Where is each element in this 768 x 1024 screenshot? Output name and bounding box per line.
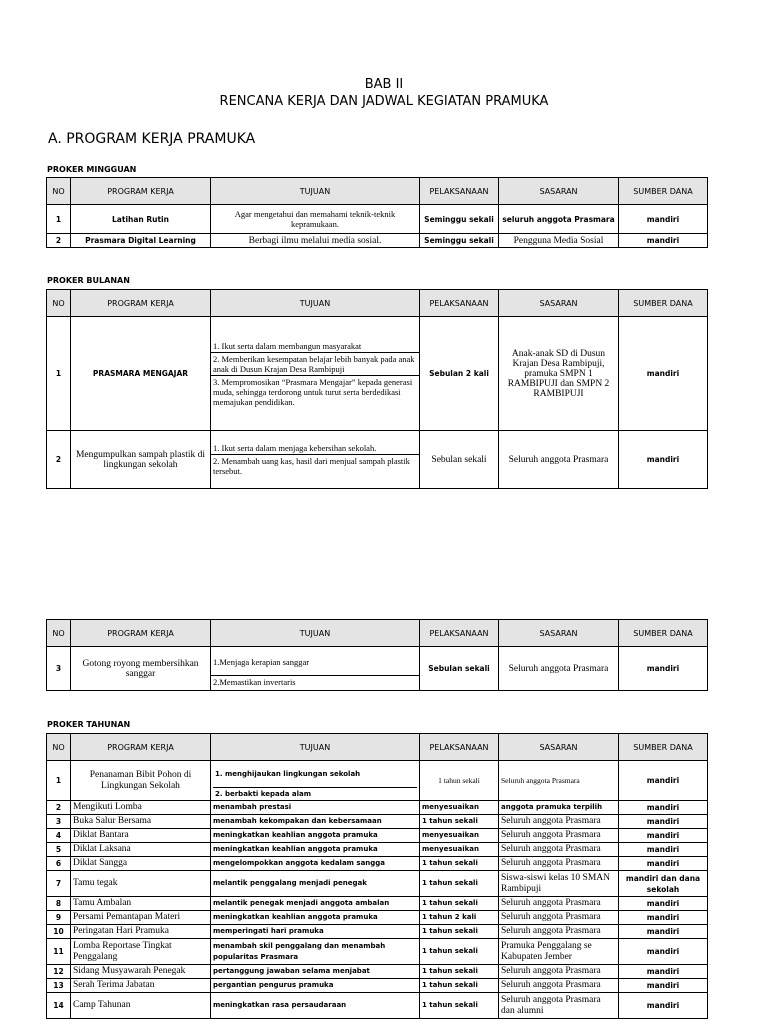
row-dana: mandiri bbox=[619, 829, 708, 843]
row-no: 7 bbox=[47, 871, 71, 897]
row-dana: mandiri dan dana sekolah bbox=[619, 871, 708, 897]
row-program: Prasmara Digital Learning bbox=[71, 234, 211, 248]
row-dana: mandiri bbox=[619, 925, 708, 939]
row-program: Penanaman Bibit Pohon di Lingkungan Sekolah bbox=[71, 761, 211, 801]
row-dana: mandiri bbox=[619, 979, 708, 993]
tujuan-item: 2. Menambah uang kas, hasil dari menjual sampah plastik tersebut. bbox=[213, 456, 410, 476]
col-program: PROGRAM KERJA bbox=[71, 734, 211, 761]
col-sasaran: SASARAN bbox=[499, 290, 619, 317]
row-tujuan: menambah skil penggalang dan menambah popularitas Prasmara bbox=[211, 939, 420, 965]
col-pelaksanaan: PELAKSANAAN bbox=[420, 290, 499, 317]
tujuan-item: 1.Menjaga kerapian sanggar bbox=[211, 649, 419, 676]
row-pelaksanaan: Sebulan sekali bbox=[420, 431, 499, 489]
col-no: NO bbox=[47, 178, 71, 205]
row-sasaran: Seluruh anggota Prasmara bbox=[499, 925, 619, 939]
row-tujuan: menambah kekompakan dan kebersamaan bbox=[211, 815, 420, 829]
table-row bbox=[47, 911, 708, 925]
col-sasaran: SASARAN bbox=[499, 734, 619, 761]
table-row bbox=[47, 939, 708, 965]
row-tujuan: Berbagi ilmu melalui media sosial. bbox=[211, 234, 420, 248]
row-pelaksanaan: Sebulan 2 kali bbox=[420, 317, 499, 431]
row-tujuan: meningkatkan keahlian anggota pramuka bbox=[211, 829, 420, 843]
row-pelaksanaan: 1 tahun sekali bbox=[420, 979, 499, 993]
table-row bbox=[47, 857, 708, 871]
row-no: 8 bbox=[47, 897, 71, 911]
row-pelaksanaan: 1 tahun sekali bbox=[420, 897, 499, 911]
table-header-row bbox=[47, 620, 708, 647]
document-title: RENCANA KERJA DAN JADWAL KEGIATAN PRAMUKA bbox=[219, 94, 549, 109]
row-pelaksanaan: 1 tahun sekali bbox=[420, 815, 499, 829]
monthly-table bbox=[46, 289, 708, 489]
row-program: Persami Pemantapan Materi bbox=[71, 911, 211, 925]
table-row bbox=[47, 815, 708, 829]
row-tujuan-list bbox=[211, 431, 420, 489]
row-tujuan: melantik penggalang menjadi penegak bbox=[211, 871, 420, 897]
row-no: 3 bbox=[47, 815, 71, 829]
row-no: 10 bbox=[47, 925, 71, 939]
col-tujuan: TUJUAN bbox=[211, 178, 420, 205]
row-no: 9 bbox=[47, 911, 71, 925]
row-no: 12 bbox=[47, 965, 71, 979]
table-row bbox=[47, 843, 708, 857]
col-program: PROGRAM KERJA bbox=[71, 620, 211, 647]
row-no: 2 bbox=[47, 801, 71, 815]
row-sasaran: Seluruh anggota Prasmara bbox=[499, 815, 619, 829]
table-row bbox=[47, 925, 708, 939]
table-row bbox=[47, 205, 708, 234]
table-row bbox=[47, 965, 708, 979]
col-pelaksanaan: PELAKSANAAN bbox=[420, 178, 499, 205]
row-sasaran: seluruh anggota Prasmara bbox=[499, 205, 619, 234]
col-tujuan: TUJUAN bbox=[211, 290, 420, 317]
row-tujuan: meningkatkan keahlian anggota pramuka bbox=[211, 911, 420, 925]
weekly-table bbox=[46, 177, 708, 248]
table-row bbox=[47, 761, 708, 801]
chapter-heading: BAB II bbox=[364, 77, 404, 92]
monthly-label: PROKER BULANAN bbox=[47, 276, 130, 285]
row-dana: mandiri bbox=[619, 815, 708, 829]
row-dana: mandiri bbox=[619, 205, 708, 234]
table-header-row bbox=[47, 178, 708, 205]
row-dana: mandiri bbox=[619, 647, 708, 691]
row-no: 11 bbox=[47, 939, 71, 965]
row-tujuan-list bbox=[211, 761, 420, 801]
weekly-label: PROKER MINGGUAN bbox=[47, 165, 137, 174]
row-no: 13 bbox=[47, 979, 71, 993]
row-pelaksanaan: 1 tahun sekali bbox=[420, 993, 499, 1019]
row-no: 3 bbox=[47, 647, 71, 691]
row-sasaran: Pengguna Media Sosial bbox=[499, 234, 619, 248]
monthly-table-continued bbox=[46, 619, 708, 691]
row-dana: mandiri bbox=[619, 801, 708, 815]
row-program: Lomba Reportase Tingkat Penggalang bbox=[71, 939, 211, 965]
table-row bbox=[47, 871, 708, 897]
row-dana: mandiri bbox=[619, 234, 708, 248]
row-dana: mandiri bbox=[619, 761, 708, 801]
tujuan-item: 1. menghijaukan lingkungan sekolah bbox=[213, 761, 417, 788]
table-row bbox=[47, 317, 708, 431]
row-program: Tamu Ambalan bbox=[71, 897, 211, 911]
row-no: 2 bbox=[47, 234, 71, 248]
row-pelaksanaan: menyesuaikan bbox=[420, 843, 499, 857]
tujuan-item: 1. Ikut serta dalam menjaga kebersihan sekolah. bbox=[211, 442, 419, 455]
row-pelaksanaan: 1 tahun sekali bbox=[420, 761, 499, 801]
row-tujuan: Agar mengetahui dan memahami teknik-teknik kepramukaan. bbox=[211, 205, 420, 234]
row-sasaran: Siswa-siswi kelas 10 SMAN Rambipuji bbox=[499, 871, 619, 897]
row-sasaran: Seluruh anggota Prasmara dan alumni bbox=[499, 993, 619, 1019]
col-sumber-dana: SUMBER DANA bbox=[619, 734, 708, 761]
row-dana: mandiri bbox=[619, 911, 708, 925]
row-dana: mandiri bbox=[619, 993, 708, 1019]
table-row bbox=[47, 897, 708, 911]
row-program: Peringatan Hari Pramuka bbox=[71, 925, 211, 939]
row-dana: mandiri bbox=[619, 843, 708, 857]
row-tujuan-list bbox=[211, 647, 420, 691]
yearly-label: PROKER TAHUNAN bbox=[47, 720, 131, 729]
col-program: PROGRAM KERJA bbox=[71, 290, 211, 317]
row-dana: mandiri bbox=[619, 317, 708, 431]
row-no: 1 bbox=[47, 205, 71, 234]
table-row bbox=[47, 647, 708, 691]
row-pelaksanaan: 1 tahun sekali bbox=[420, 939, 499, 965]
row-tujuan: menambah prestasi bbox=[211, 801, 420, 815]
col-sumber-dana: SUMBER DANA bbox=[619, 620, 708, 647]
col-tujuan: TUJUAN bbox=[211, 734, 420, 761]
row-pelaksanaan: 1 tahun sekali bbox=[420, 871, 499, 897]
row-dana: mandiri bbox=[619, 431, 708, 489]
row-sasaran: Seluruh anggota Prasmara bbox=[499, 761, 619, 801]
col-sumber-dana: SUMBER DANA bbox=[619, 290, 708, 317]
row-tujuan: meningkatkan rasa persaudaraan bbox=[211, 993, 420, 1019]
row-pelaksanaan: 1 tahun sekali bbox=[420, 965, 499, 979]
row-sasaran: Seluruh anggota Prasmara bbox=[499, 647, 619, 691]
row-tujuan: memperingati hari pramuka bbox=[211, 925, 420, 939]
row-program: Gotong royong membersihkan sanggar bbox=[71, 647, 211, 691]
table-row bbox=[47, 801, 708, 815]
col-no: NO bbox=[47, 620, 71, 647]
row-pelaksanaan: 1 tahun sekali bbox=[420, 925, 499, 939]
col-pelaksanaan: PELAKSANAAN bbox=[420, 620, 499, 647]
row-no: 6 bbox=[47, 857, 71, 871]
col-program: PROGRAM KERJA bbox=[71, 178, 211, 205]
row-tujuan-list bbox=[211, 317, 420, 431]
tujuan-item: 3. Mempromosikan “Prasmara Mengajar” kepada generasi muda, sehingga terdorong untuk turut serta berdedikasi memajukan pendidikan. bbox=[213, 376, 413, 407]
row-pelaksanaan: Sebulan sekali bbox=[420, 647, 499, 691]
row-no: 1 bbox=[47, 317, 71, 431]
row-program: Sidang Musyawarah Penegak bbox=[71, 965, 211, 979]
row-dana: mandiri bbox=[619, 939, 708, 965]
row-sasaran: Seluruh anggota Prasmara bbox=[499, 857, 619, 871]
col-no: NO bbox=[47, 290, 71, 317]
tujuan-item: 2. berbakti kepada alam bbox=[215, 790, 312, 798]
row-sasaran: Seluruh anggota Prasmara bbox=[499, 965, 619, 979]
row-no: 5 bbox=[47, 843, 71, 857]
row-tujuan: mengelompokkan anggota kedalam sangga bbox=[211, 857, 420, 871]
col-pelaksanaan: PELAKSANAAN bbox=[420, 734, 499, 761]
table-header-row bbox=[47, 290, 708, 317]
row-no: 4 bbox=[47, 829, 71, 843]
row-program: Diklat Laksana bbox=[71, 843, 211, 857]
table-row bbox=[47, 234, 708, 248]
col-sumber-dana: SUMBER DANA bbox=[619, 178, 708, 205]
col-no: NO bbox=[47, 734, 71, 761]
row-program: Serah Terima Jabatan bbox=[71, 979, 211, 993]
row-no: 14 bbox=[47, 993, 71, 1019]
row-program: Diklat Bantara bbox=[71, 829, 211, 843]
tujuan-item: 1. Ikut serta dalam membangun masyarakat bbox=[211, 340, 419, 353]
row-no: 1 bbox=[47, 761, 71, 801]
row-tujuan: melantik penegak menjadi anggota ambalan bbox=[211, 897, 420, 911]
row-pelaksanaan: Seminggu sekali bbox=[420, 205, 499, 234]
row-sasaran: Seluruh anggota Prasmara bbox=[499, 431, 619, 489]
row-pelaksanaan: menyesuaikan bbox=[420, 829, 499, 843]
yearly-table bbox=[46, 733, 708, 1019]
row-sasaran: Anak-anak SD di Dusun Krajan Desa Rambipuji, pramuka SMPN 1 RAMBIPUJI dan SMPN 2 RAMBIPUJI bbox=[499, 317, 619, 431]
row-program: Mengikuti Lomba bbox=[71, 801, 211, 815]
table-row bbox=[47, 979, 708, 993]
row-dana: mandiri bbox=[619, 897, 708, 911]
row-sasaran: Seluruh anggota Prasmara bbox=[499, 829, 619, 843]
row-pelaksanaan: menyesuaikan bbox=[420, 801, 499, 815]
row-sasaran: Seluruh anggota Prasmara bbox=[499, 979, 619, 993]
table-header-row bbox=[47, 734, 708, 761]
table-row bbox=[47, 829, 708, 843]
row-program: Mengumpulkan sampah plastik di lingkungan sekolah bbox=[71, 431, 211, 489]
row-tujuan: pergantian pengurus pramuka bbox=[211, 979, 420, 993]
tujuan-item: 2.Memastikan invertaris bbox=[213, 677, 296, 687]
row-pelaksanaan: Seminggu sekali bbox=[420, 234, 499, 248]
row-pelaksanaan: 1 tahun sekali bbox=[420, 857, 499, 871]
row-program: Latihan Rutin bbox=[71, 205, 211, 234]
row-program: PRASMARA MENGAJAR bbox=[71, 317, 211, 431]
row-dana: mandiri bbox=[619, 857, 708, 871]
row-tujuan: pertanggung jawaban selama menjabat bbox=[211, 965, 420, 979]
row-program: Diklat Sangga bbox=[71, 857, 211, 871]
row-sasaran: Seluruh anggota Prasmara bbox=[499, 911, 619, 925]
row-program: Camp Tahunan bbox=[71, 993, 211, 1019]
row-sasaran: anggota pramuka terpilih bbox=[499, 801, 619, 815]
row-pelaksanaan: 1 tahun 2 kali bbox=[420, 911, 499, 925]
table-row bbox=[47, 431, 708, 489]
table-row bbox=[47, 993, 708, 1019]
row-program: Buka Salur Bersama bbox=[71, 815, 211, 829]
tujuan-item: 2. Memberikan kesempatan belajar lebih banyak pada anak anak di Dusun Krajan Desa Rambipuji bbox=[211, 353, 419, 376]
row-sasaran: Seluruh anggota Prasmara bbox=[499, 897, 619, 911]
row-program: Tamu tegak bbox=[71, 871, 211, 897]
row-tujuan: meningkatkan keahlian anggota pramuka bbox=[211, 843, 420, 857]
row-no: 2 bbox=[47, 431, 71, 489]
col-sasaran: SASARAN bbox=[499, 178, 619, 205]
row-sasaran: Pramuka Penggalang se Kabupaten Jember bbox=[499, 939, 619, 965]
row-sasaran: Seluruh anggota Prasmara bbox=[499, 843, 619, 857]
col-tujuan: TUJUAN bbox=[211, 620, 420, 647]
row-dana: mandiri bbox=[619, 965, 708, 979]
section-heading: A. PROGRAM KERJA PRAMUKA bbox=[48, 131, 256, 147]
col-sasaran: SASARAN bbox=[499, 620, 619, 647]
